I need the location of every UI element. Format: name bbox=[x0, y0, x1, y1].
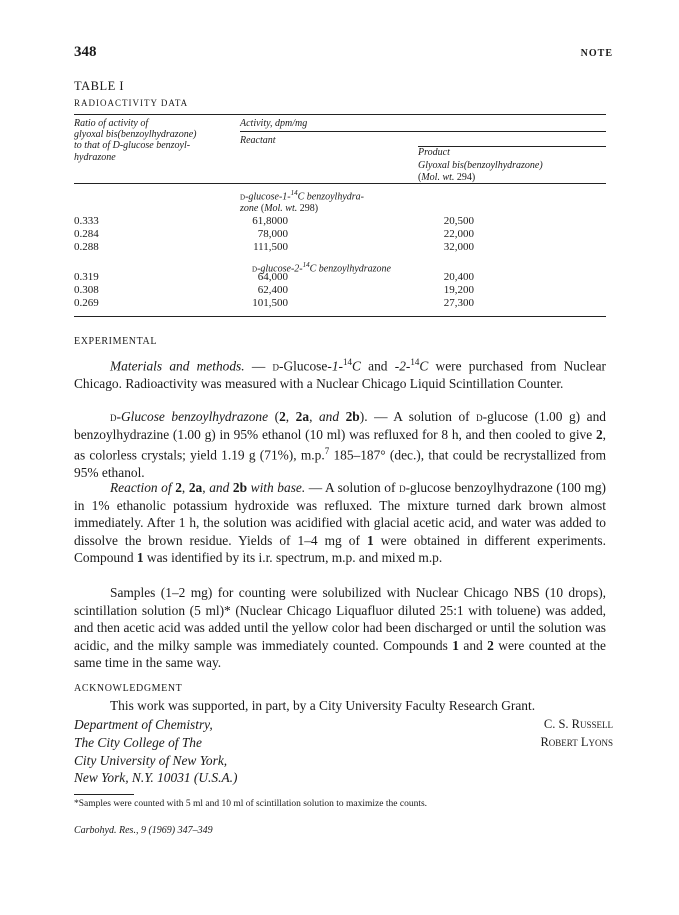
table-cell-ratio: 0.319 bbox=[74, 271, 99, 283]
footnote: *Samples were counted with 5 ml and 10 ml of scintillation solution to maximize the counts. bbox=[74, 799, 428, 809]
table-cell-reactant: 64,000 bbox=[257, 271, 288, 283]
running-head: NOTE bbox=[580, 48, 613, 59]
table-cell-product: 32,000 bbox=[443, 241, 474, 253]
table-cell-reactant: 62,400 bbox=[257, 284, 288, 296]
col-group-rule bbox=[240, 131, 606, 132]
table-cell-ratio: 0.269 bbox=[74, 297, 99, 309]
table-cell-ratio: 0.308 bbox=[74, 284, 99, 296]
table-cell-reactant: 101,500 bbox=[252, 297, 288, 309]
col-group-header: Activity, dpm/mg bbox=[240, 118, 308, 129]
table-caption: RADIOACTIVITY DATA bbox=[74, 98, 189, 108]
table-label: TABLE I bbox=[74, 79, 125, 93]
group1-label: d-glucose-1-$^{14}$C benzoylhydra- zone (Mol. wt. 298) bbox=[240, 189, 364, 215]
group2-label: d-glucose-2-$^{14}$C benzoylhydrazone bbox=[252, 261, 391, 275]
authors bbox=[540, 716, 613, 752]
table-cell-reactant: 111,500 bbox=[253, 241, 288, 253]
col1-header: Ratio of activity of glyoxal bis(benzoylhydrazone) to that of D-glucose benzoyl- hydrazone bbox=[74, 118, 197, 163]
table-cell-product: 22,000 bbox=[443, 228, 474, 240]
para-benzoylhydrazone: d-Glucose benzoylhydrazone (2, 2a, and 2b). — A solution of d-glucose (1.00 g) and benzoylhydrazine (1.00 g) in 95% ethanol (10 ml) was refluxed for 8 h, and then cooled to give 2, as colorless crystals; yield 1.19 g (71%), m.p.$^7$ 185–187° (dec.), that could be recrystallized from 95% ethanol. bbox=[74, 409, 606, 481]
table-top-rule bbox=[74, 114, 606, 115]
table-cell-reactant: 78,000 bbox=[257, 228, 288, 240]
journal-reference: Carbohyd. Res., 9 (1969) 347–349 bbox=[74, 825, 213, 836]
col2-header: Reactant bbox=[240, 135, 276, 146]
page-number: 348 bbox=[74, 44, 97, 60]
table-cell-product: 19,200 bbox=[443, 284, 474, 296]
para-reaction: Reaction of 2, 2a, and 2b with base. — A solution of d-glucose benzoylhydrazone (100 mg) in 1% ethanolic potassium hydroxide was refluxed. The mixture turned dark brown almost immediately. After 1 h, the solution was acidified with glacial acetic acid, and water was added to dissolve the brown residue. Yields of 1–4 mg of 1 were obtained in different experiments. Compound 1 was identified by its i.r. spectrum, m.p. and mixed m.p. bbox=[74, 480, 606, 566]
experimental-heading: EXPERIMENTAL bbox=[74, 336, 158, 347]
para-samples: Samples (1–2 mg) for counting were solubilized with Nuclear Chicago NBS (10 drops), scintillation solution (5 ml)* (Nuclear Chicago Liquafluor diluted 25:1 with toluene) was added, and then acetic acid was added until the yellow color had been discharged or until the solution was acidic, and the milky sample was immediately counted. Compounds 1 and 2 were counted at the same time in the same way. bbox=[74, 585, 606, 671]
affiliation: Department of Chemistry, The City College of The City University of New York, New York, N.Y. 10031 (U.S.A.) bbox=[74, 717, 238, 786]
footnote-rule bbox=[74, 794, 134, 795]
col3-header: Product Glyoxal bis(benzoylhydrazone) (Mol. wt. 294) bbox=[418, 147, 543, 183]
table-cell-reactant: 61,8000 bbox=[252, 215, 288, 227]
table-cell-ratio: 0.333 bbox=[74, 215, 99, 227]
table-cell-ratio: 0.284 bbox=[74, 228, 99, 240]
author-2: Robert Lyons bbox=[540, 734, 613, 749]
para-materials: Materials and methods. — d-Glucose-1-$^{14}$C and -2-$^{14}$C were purchased from Nuclear Chicago. Radioactivity was measured with a Nuclear Chicago Liquid Scintillation Counter. bbox=[74, 357, 606, 392]
table-cell-product: 20,500 bbox=[443, 215, 474, 227]
table-cell-product: 20,400 bbox=[443, 271, 474, 283]
table-cell-ratio: 0.288 bbox=[74, 241, 99, 253]
table-cell-product: 27,300 bbox=[443, 297, 474, 309]
acknowledgment-heading: ACKNOWLEDGMENT bbox=[74, 683, 183, 694]
table-bottom-rule bbox=[74, 316, 606, 317]
author-1: C. S. Russell bbox=[543, 717, 613, 731]
acknowledgment-text: This work was supported, in part, by a City University Faculty Research Grant. bbox=[110, 698, 536, 713]
table-header-rule bbox=[74, 183, 606, 184]
